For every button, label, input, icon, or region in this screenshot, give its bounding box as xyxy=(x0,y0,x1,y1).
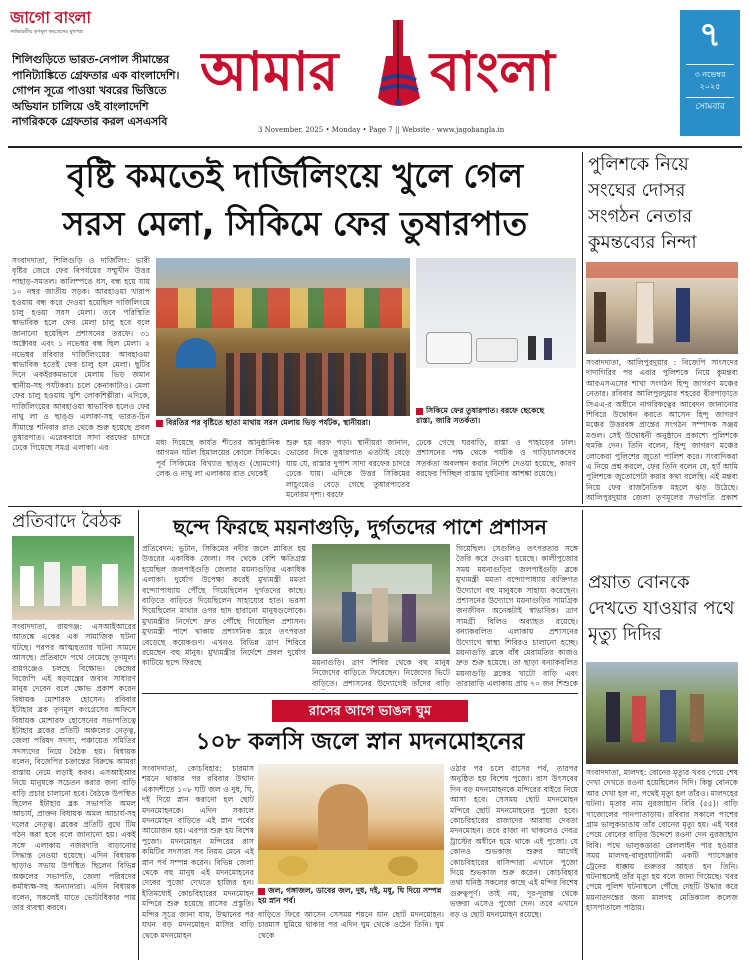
weekday-bn: সোমবার xyxy=(695,102,725,112)
left-headline: প্রতিবাদে বৈঠক xyxy=(12,511,122,532)
ektara-icon xyxy=(360,20,440,120)
title-right: বাংলা xyxy=(430,40,555,103)
mid-col3: গিয়েছিল। সেগুলিও তৎপরতার সঙ্গে তৈরি করে দেওয়া হয়েছে। কালীপুজোর সময় ময়নাগুড়ির জলপাইগুড়ি ব্লকে মুখ্যমন্ত্রী মমতা বন্দ্যোপাধ্যায় ব্যক্তিগত উদ্যোগে বহু মানুষকে সাহায্য করেছেন। প্রশাসনের উদ্যোগে ময়নাগুড়ির সামগ্রিক জনজীবন অনেকটাই স্বাভাবিক। ত্রাণ সামগ্রী বিলিও অব্যাহত রয়েছে। বন্যাকবলিত এলাকায় প্রশাসনের উদ্যোগে স্বাস্থ্য শিবিরও চালানো হচ্ছে। ময়নাগুড়ি ব্লকে বাঁধ মেরামতির কাজও দ্রুত শুরু হয়েছে। তা ছাড়া বন্যাকবলিত ময়নাগুড়ি ব্লকের খাটো বাড়ি এবং তারাবাড়ি এলাকায় প্রায় ৭০ জন শিশুকে xyxy=(456,544,578,689)
ras-photo-caption xyxy=(258,886,444,908)
fair-caption-text: বিরতির পর বৃষ্টিতে ছাতা মাথায় সরস মেলায় ভিড় পর্যটক, স্থানীয়রা। xyxy=(166,418,371,427)
snow-caption-line1: সিকিমে ফের তুষারপাত। বরফে ছেকেছে xyxy=(416,406,578,416)
mid-col2: ময়নাগুড়ি। ত্রাণ শিবির থেকে বহু মানুষ নিজেদের বাড়িতে ফিরেছেন। নিজেদের ভিটে বাড়িতে। প্রশাসনের উদ্যোগেই তাঁদের বাড়ি xyxy=(312,658,450,688)
mid-headline: ছন্দে ফিরছে ময়নাগুড়ি, দুর্গতদের পাশে প্রশাসন xyxy=(173,515,547,539)
page-badge xyxy=(680,10,740,136)
teaser-text: শিলিগুড়িতে ভারত-নেপাল সীমান্তের পানিট্যাঙ্কিতে গ্রেফতার এক বাংলাদেশি। গোপন সূত্রে পাওয়া খবরের ভিত্তিতে অভিযান চালিয়ে ওই বাংলাদেশি নাগরিককে গ্রেফতার করল এসএসবি xyxy=(12,53,180,129)
obit-photo xyxy=(586,662,738,764)
caption-marker xyxy=(156,420,163,427)
page-number: ৭ xyxy=(698,15,722,55)
right-story-body: সংবাদদাতা, আলিপুরদুয়ার : বিজেপি সাংসদের দাদাগিরির পর এবার পুলিশকে নিয়ে কুমন্তব্য আরএসএসের শাখা সংগঠন হিন্দু জাগরণ মঞ্চের নেতার। রবিবার আলিপুরদুয়ার শহরের বীরপাড়াতে সিএএ-র অধীনে নাগরিকত্বের আবেদন জানানোর শিবিরে উদ্বোধন করতে আসেন হিন্দু জাগরণ মঞ্চের উত্তরবঙ্গ প্রান্তের সংগঠন সম্পাদক সঞ্জয় মণ্ডল। সেই উদ্বোধনী অনুষ্ঠানে প্রকাশ্যে পুলিশকে হুমকি দেন। তিনি বলেন, হিন্দু জাগরণ মঞ্চের লোকেরা পুলিশের জুতো পালিশ করে। সংবাদিকরা এ নিয়ে প্রশ্ন করলে, ফের তিনি বলেন যে, হ্যাঁ আমি পুলিশকে জুতোপেটা করার কথা বলেছি। এই মন্তব্য নিয়ে ফের রাজনৈতিক মহলে ঝড় উঠেছে। আলিপুরদুয়ার জেলা তৃণমূলের সভাপতি প্রকাশ xyxy=(586,358,738,503)
jago-bangla-logo xyxy=(10,8,140,46)
jago-logo-text: জাগো বাংলা xyxy=(10,8,91,27)
left-story-body: সংবাদদাতা, রায়গঞ্জ: এসআইআরের আতঙ্কে একের এক সামাজিক ঘটনা ঘটছে। পরপর আত্মহত্যার ঘটনা সামনে আসছে। প্রতিবাদে পথে নেমেছে তৃণমূল। রায়গঞ্জেও চলছে বিক্ষোভ। কেন্দ্রের বিজেপি এই ষড়যন্ত্রের জবাব সাধারণ মানুষ দেবেন বলে ক্ষোভ প্রকাশ করেন বিধায়ক মোশারফ হোসেন। রবিবার ইটাহার ব্লক তৃণমূল কংগ্রেসের অফিসে বিধায়ক মোশারফ হোসেনের সভাপতিত্বে ইটাহার ব্লকের প্রতিটি অঞ্চলের নেতৃত্ব, জেলা পরিষদ সদস্য, পঞ্চায়েত সমিতির সদস্যদের নিয়ে বৈঠক হয়। বিধায়ক বলেন, বিজেপির চক্রান্তের বিরুদ্ধে আমরা রাস্তায় নেমে লড়াই করব। এসআইআর নিয়ে মানুষকে সচেতন করার জন্য বাড়ি বাড়ি প্রচার চালানো হবে। বৈঠকে উপস্থিত ছিলেন ইটাহার ব্লক সভাপতি অমল আচার্য, প্রাক্তন বিধায়ক অমল আচার্য-সহ দলের নেতৃত্ব। ব্লকের প্রতিটি বুথে টিম গঠন করা হবে বলে জানানো হয়। একই সঙ্গে এলাকায় নজরদারি বাড়ানোর সিদ্ধান্ত নেওয়া হয়েছে। এদিন বিধায়ক ছাড়াও সভায় উপস্থিত ছিলেন বিভিন্ন অঞ্চলের সভাপতি, জেলা পরিষদের কর্মাধ্যক্ষ-সহ অন্যান্যরা। এদিন বিধায়ক বলেন, সকলেই যাতে ভোটাধিকার পায় তার ব্যবস্থা করবে। xyxy=(12,622,136,912)
ras-col2: বাড়িতে ফিরে আসেন সেসময় শয়নে যান ছোট মদনমোহন। চারমাস ঘুমিয়ে থাকার পর এদিন ঘুম থেকে ওঠেন তিনি। ঘুম থেকে xyxy=(258,910,444,940)
front-teaser xyxy=(12,52,182,138)
ras-photo xyxy=(258,764,444,884)
obit-headline: প্রয়াত বোনকে দেখতে যাওয়ার পথে মৃত্যু দিদির xyxy=(588,572,735,645)
ras-kicker-text: রাসের আগে ভাঙল ঘুম xyxy=(308,704,432,719)
lead-col4: ঢেকে গেছে ঘরবাড়ি, রাস্তা ও পাহাড়ের ঢাল। প্রশাসনের পক্ষ থেকে পর্যটক ও গাড়িচালকদের সতর্কতা অবলম্বন করার নির্দেশ দেওয়া হয়েছে, কারণ বরফের পিচ্ছিল রাস্তায় দুর্ঘটনার আশঙ্কা রয়েছে। xyxy=(416,438,576,479)
lead-col1: সংবাদদাতা, শিলিগুড়ি ও দার্জিলিং: ভারী বৃষ্টির জেরে ফের বিপর্যয়ের সম্মুখীন উত্তর পাহাড়-সমতল। কালিম্পঙে ধস, বন্ধ হয়ে যায় ১০ নম্বর জাতীয় সড়ক। আবহাওয়া খারাপ হওয়ায় বন্ধ করে দেওয়া হয়েছিল দার্জিলিংয়ে চালু হওয়া সরস মেলা। তবে পরিস্থিতি স্বাভাবিক হলে ফের মেলা চালু হবে বলে জানানো হয়েছিল প্রশাসনের তরফে। ৩১ অক্টোবর এবং ১ নভেম্বর বন্ধ ছিল মেলা। ২ নভেম্বর রবিবার দার্জিলিংয়ের আবহাওয়া স্বাভাবিক হতেই ফের চালু হল মেলা। ছুটির দিনে একইরকমভাবে মেলায় ভিড় জমান স্থানীয়-সহ পর্যটকরা। চলে কেনাকাটাও। মেলা ফের চালু হওয়ায় খুশি লোকশিল্পীরা। এদিকে, দার্জিলিংয়ের আবহাওয়া স্বাভাবিক হলেও ফের নাথু লা ও ছাঙ্গু এলাকা-সহ ভারত-চিন সীমান্তে শনিবার রাত থেকে শুরু হয়েছে প্রবল তুষারপাত। এরেকবারে সাদা বরফের চাদরে ঢেকে গিয়েছে সমগ্র এলাকা। এর xyxy=(12,256,150,453)
date-bn xyxy=(680,65,740,93)
date-bn-line2: ২০২৫ xyxy=(699,82,721,91)
ras-col1: সংবাদদাতা, কোচবিহার: চারমাস শয়নে থাকার পর রবিবার উত্থান একাদশীতে ১০৮ ঘটি জল ও দুধ, ঘি, দই দিয়ে স্নান করানো হল ছোট মদনমোহনকে। এদিন সকালে মদনমোহন বাড়িতে এই স্নান পর্বের আয়োজন হয়। এরপর শুরু হয় বিশেষ পুজো। মদনমোহন মন্দিরের রাস কমিটির সদস্যরা সব নিয়ম মেনে এই স্নান পর্ব সম্পন্ন করেন। বিভিন্ন জেলা থেকে বহু মানুষ এই মদনমোহনের দেবের পুজো দেখতে হাজির হন। ইতিমধ্যেই কোচবিহারের মদনমোহন মন্দিরে শুরু হয়েছে রাসের প্রস্তুতি। মন্দির সূত্রে জানা যায়, উত্থানের পর যখন বড় মদনমোহন মাসির বাড়ি থেকে মদনমোহন xyxy=(142,764,254,940)
mid-col1: প্রতিবেদন: ভুটান, সিকিমের নদীর জলে প্লাবিত হয় উত্তরের একাধিক জেলা। সব থেকে বেশি ক্ষতিগ্রস্ত হয়েছিল জলপাইগুড়ি জেলার ময়নাগুড়ির একাধিক এলাকা। দুর্যোগ উপেক্ষা করেই মুখ্যমন্ত্রী মমতা বন্দ্যোপাধ্যায় পৌঁছে গিয়েছিলেন দুর্গতদের কাছে। বাড়িতে বাড়িতে দিয়েছিলেন সাহায্যের হাত। ভরসা দিয়েছিলেন মাথার ওপর ছাদ হারানো মানুষগুলোকে। মুখ্যমন্ত্রীর নির্দেশে দ্রুত পৌঁছে গিয়েছিল প্রশাসন। মুখ্যমন্ত্রী পাশে থাকায় প্রশাসনিক স্তরে তৎপরতা বেড়েছে কয়েকগুণ। এখনও বিভিন্ন ত্রাণ শিবিরে রয়েছেন বহু মানুষ। মুখ্যমন্ত্রীর নির্দেশে প্রবল দুর্যোগ কাটিয়ে ছন্দে ফিরছে xyxy=(142,544,306,668)
fair-photo xyxy=(156,258,410,416)
masthead-title xyxy=(200,20,670,120)
jago-tagline: সর্বভারতীয় তৃণমূল কংগ্রেসের মুখপত্র xyxy=(10,29,83,35)
right-story-photo xyxy=(586,262,738,354)
snow-photo xyxy=(416,258,576,404)
flood-photo xyxy=(312,544,450,654)
lead-col2: মধ্য দিয়েছে কার্যত শীতের আনুষ্ঠানিক আগমন ঘটল হিমালয়ের কোলে সিকিমে। পূর্ব সিকিমের বিখ্যাত ছাঙ্গু (ছোমগো) লেক ও নাথু লা এলাকায় রাত থেকেই xyxy=(156,438,280,479)
right-headline: পুলিশকে নিয়ে সংঘের দোসর সংগঠন নেতার কুমন্তব্যের নিন্দা xyxy=(588,154,697,253)
ras-col3: ওঠার পর চলে রাসের পর্ব, তারপর অনুষ্ঠিত হয় বিশেষ পুজো। রাস উৎসবের দিন বড় মদনমোহনকে মন্দিরের বাইরে নিয়ে আসা হবে। সেসময় ছোট মদনমোহন মন্দিরে ছোট মদনমোহনের পুজো হবে। কোচবিহারের রাজাদের আরাধ্য দেবতা মদনমোহন। তবে রাজা না থাকলেও দেবত্র ট্রাস্টের অধীনে হয়ে থাকে এই পুজো। যে কোনও শুভকাজ শুরুর আগেই কোচবিহারের বাসিন্দারা এখানে পুজো দিয়ে শুভকাজ শুরু করেন। কোচবিহার তথা ঘনিষ্ঠ সকলের কাছে এই মন্দির বিশেষ গুরুত্বপূর্ণ। তাই নয়, দূর-দূরান্ত থেকে ভক্তরা এসেও পুজো দেন। তবে এখানে বড় ও ছোট মদনমোহন রয়েছে। xyxy=(450,764,578,919)
snow-photo-caption xyxy=(416,406,578,428)
meeting-photo xyxy=(12,536,134,620)
title-left: আমার xyxy=(200,40,339,103)
caption-marker xyxy=(416,408,423,415)
obit-body: সংবাদদাতা, মালদহ: বোনের মৃত্যুর খবর পেয়ে শেষ দেখা দেখতে রওনা হয়েছিলেন দিদি। কিন্তু বোনকে আর দেখা হল না, পথেই মৃত্যু হল তাঁরও। মালদহের ঘটনা। মৃতার নাম নুরজাহান বিবি (৫৫)। বাড়ি গাজোলের পানপাতাড়ায়। রবিবার সকালে পাশের গ্রাম ভালুকডাঙায় তাঁর বোনের মৃত্যু হয়। এই খবর পেয়ে বোনের বাড়ির উদ্দেশে রওনা দেন নুরজাহান বিবি। পথে ভালুকডাঙা রেললাইন পার হওয়ার সময় মালদহ-বালুরঘাটগামী একটি প্যাসেঞ্জার ট্রেনের ধাক্কায় গুরুতর আহত হন তিনি। ঘটনাস্থলেই তাঁর মৃত্যু হয় বলে জানা গিয়েছে। খবর পেয়ে পুলিশ ঘটনাস্থলে পৌঁছে দেহটি উদ্ধার করে ময়নাতদন্তের জন্য মালদহ মেডিক্যাল কলেজ হাসপাতালে পাঠায়। xyxy=(586,768,738,913)
ras-caption-text: জল, গঙ্গাজল, ডাবের জল, দুধ, দই, মধু, ঘি দিয়ে সম্পন্ন হয় স্নান পর্ব। xyxy=(258,886,442,905)
ras-headline: ১০৮ কলসি জলে স্নান মদনমোহনের xyxy=(195,729,525,755)
lead-headline-line1: বৃষ্টি কমতেই দার্জিলিংয়ে খুলে গেল xyxy=(66,156,524,195)
snow-caption-line2: রাস্তা, জারি সতর্কতা। xyxy=(416,416,481,425)
fair-photo-caption xyxy=(156,418,410,430)
date-bn-line1: ৩ নভেম্বর xyxy=(694,70,726,79)
caption-marker xyxy=(258,888,265,895)
dateline: 3 November, 2025 • Monday • Page 7 || Website - www.jagobangla.in xyxy=(258,126,505,134)
lead-col3: শুরু হয় বরফ পড়া। স্থানীয়রা জানান, ভোরের দিকে তুষারপাত এতটাই বেড়ে যায় যে, রাস্তার দুপাশ সাদা বরফের চাদরে ঢেকে যায়। এদিকে উত্তর সিকিমের লাচুংয়েও বেড়ে গেছে তুষারপাতের মনোরম দৃশ্য। বরফে xyxy=(286,438,410,500)
lead-headline-line2: সরস মেলা, সিকিমে ফের তুষারপাত xyxy=(62,204,528,243)
lead-headline xyxy=(12,152,578,252)
ras-kicker xyxy=(272,700,468,722)
